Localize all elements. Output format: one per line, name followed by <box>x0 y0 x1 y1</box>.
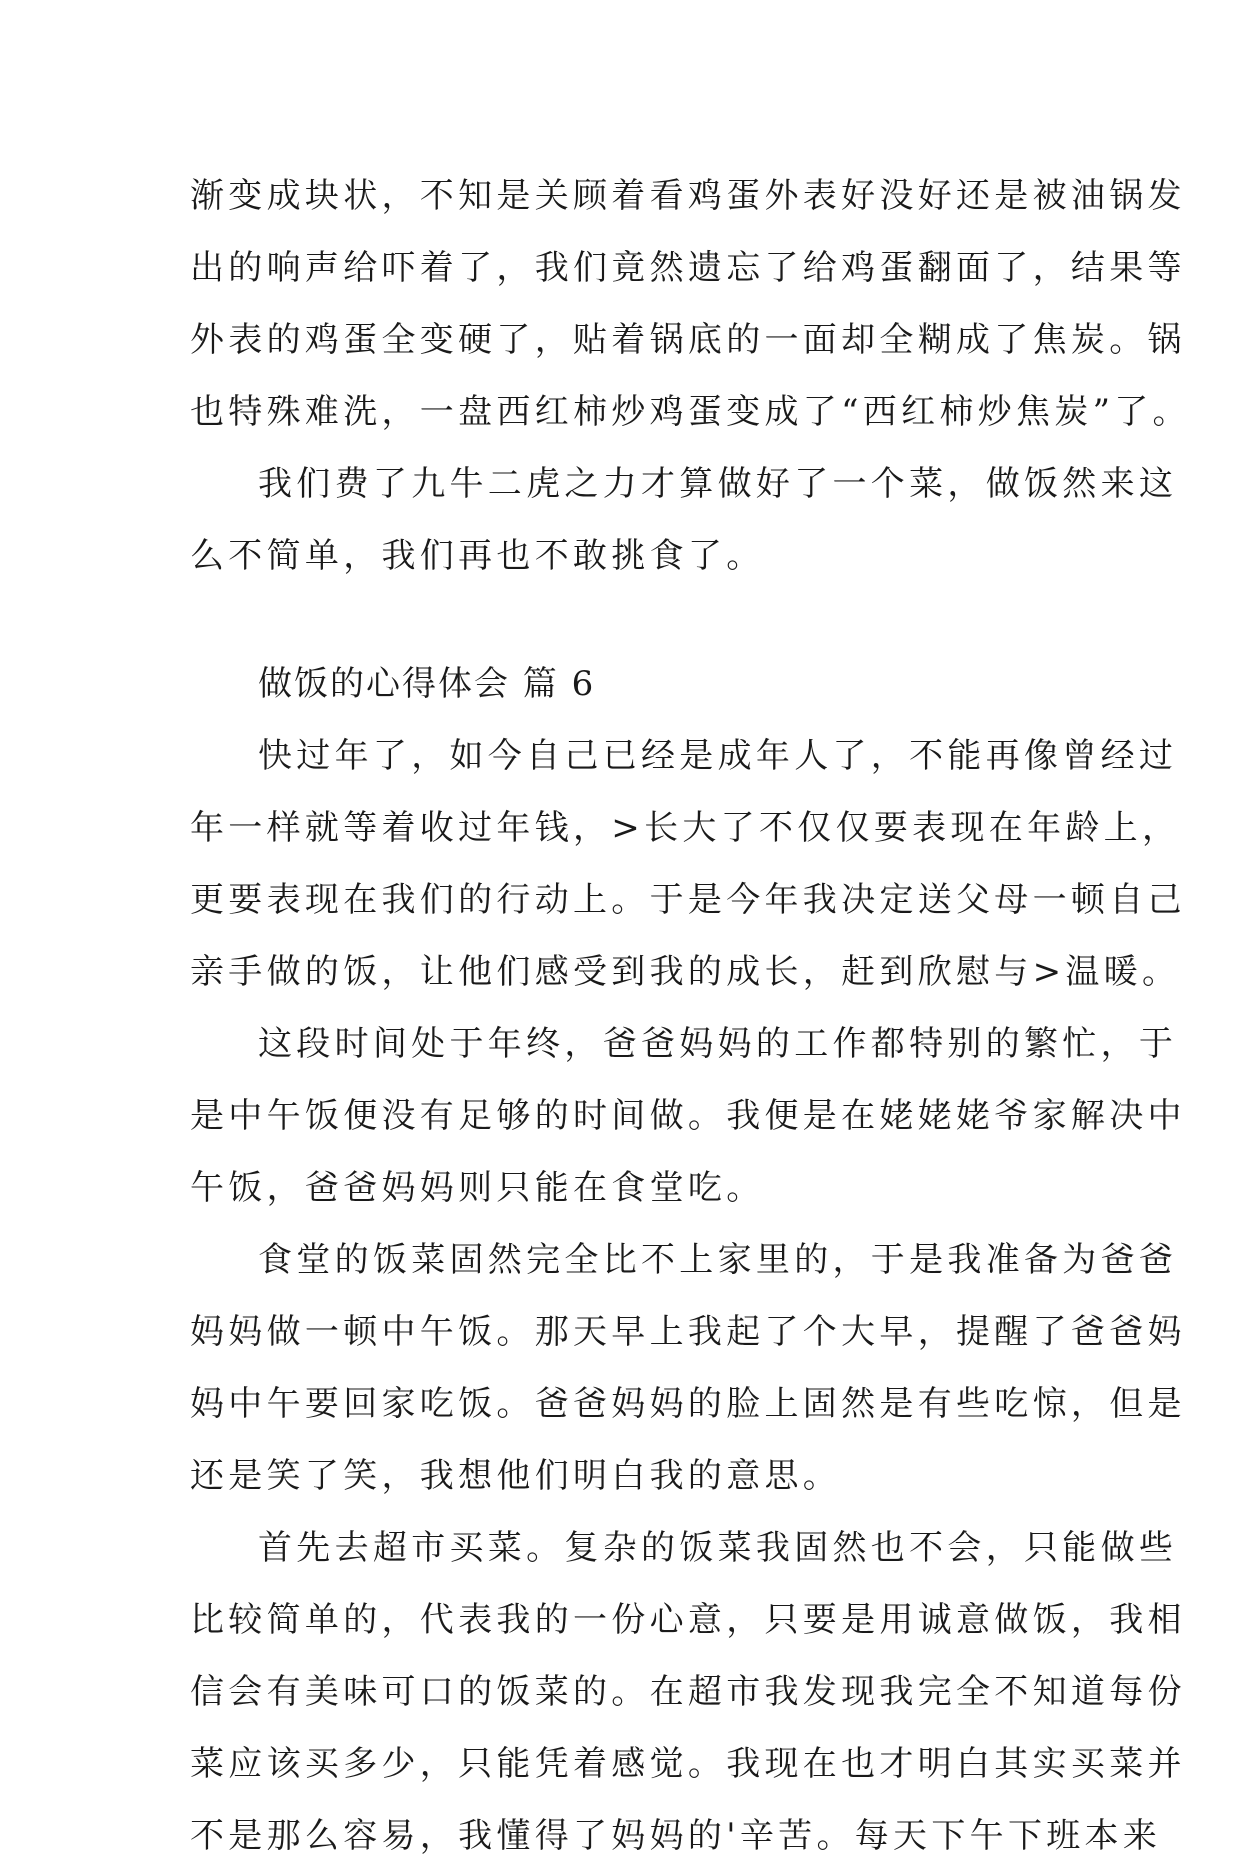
paragraph-3 <box>190 1224 1186 1512</box>
text-line: 外表的鸡蛋全变硬了，贴着锅底的一面却全糊成了焦炭。锅 <box>190 320 1186 360</box>
text-line: 也特殊难洗，一盘西红柿炒鸡蛋变成了“西红柿炒焦炭”了。 <box>190 392 1191 432</box>
paragraph-1 <box>190 720 1186 1008</box>
section-heading: 做饭的心得体会 篇 6 <box>258 664 596 704</box>
text-line: 妈妈做一顿中午饭。那天早上我起了个大早，提醒了爸爸妈 <box>190 1312 1186 1352</box>
text-line: 首先去超市买菜。复杂的饭菜我固然也不会，只能做些 <box>258 1528 1178 1568</box>
text-line: 么不简单，我们再也不敢挑食了。 <box>190 536 765 576</box>
text-line: 还是笑了笑，我想他们明白我的意思。 <box>190 1456 842 1496</box>
text-line: 不是那么容易，我懂得了妈妈的'辛苦。每天下午下班本来 <box>190 1816 1162 1856</box>
text-line: 比较简单的，代表我的一份心意，只要是用诚意做饭，我相 <box>190 1600 1186 1640</box>
text-line: 妈中午要回家吃饭。爸爸妈妈的脸上固然是有些吃惊，但是 <box>190 1384 1186 1424</box>
text-line: 午饭，爸爸妈妈则只能在食堂吃。 <box>190 1168 765 1208</box>
text-line: 菜应该买多少，只能凭着感觉。我现在也才明白其实买菜并 <box>190 1744 1186 1784</box>
document-body <box>190 160 1191 1872</box>
text-line: 信会有美味可口的饭菜的。在超市我发现我完全不知道每份 <box>190 1672 1186 1712</box>
paragraph-4 <box>190 1512 1186 1872</box>
paragraph-2 <box>190 1008 1186 1224</box>
section-spacer <box>190 592 1060 648</box>
text-line: 出的响声给吓着了，我们竟然遗忘了给鸡蛋翻面了，结果等 <box>190 248 1186 288</box>
text-line: 亲手做的饭，让他们感受到我的成长，赶到欣慰与>温暖。 <box>190 952 1181 992</box>
text-line: 年一样就等着收过年钱，>长大了不仅仅要表现在年龄上， <box>190 808 1181 848</box>
conclusion-paragraph <box>190 448 1178 592</box>
previous-section-ending-paragraph <box>190 160 1191 448</box>
text-line: 我们费了九牛二虎之力才算做好了一个菜，做饭然来这 <box>258 464 1178 504</box>
text-line: 更要表现在我们的行动上。于是今年我决定送父母一顿自己 <box>190 880 1186 920</box>
text-line: 渐变成块状，不知是关顾着看鸡蛋外表好没好还是被油锅发 <box>190 176 1186 216</box>
text-line: 这段时间处于年终，爸爸妈妈的工作都特别的繁忙，于 <box>258 1024 1178 1064</box>
text-line: 食堂的饭菜固然完全比不上家里的，于是我准备为爸爸 <box>258 1240 1178 1280</box>
text-line: 是中午饭便没有足够的时间做。我便是在姥姥姥爷家解决中 <box>190 1096 1186 1136</box>
text-line: 快过年了，如今自己已经是成年人了，不能再像曾经过 <box>258 736 1178 776</box>
